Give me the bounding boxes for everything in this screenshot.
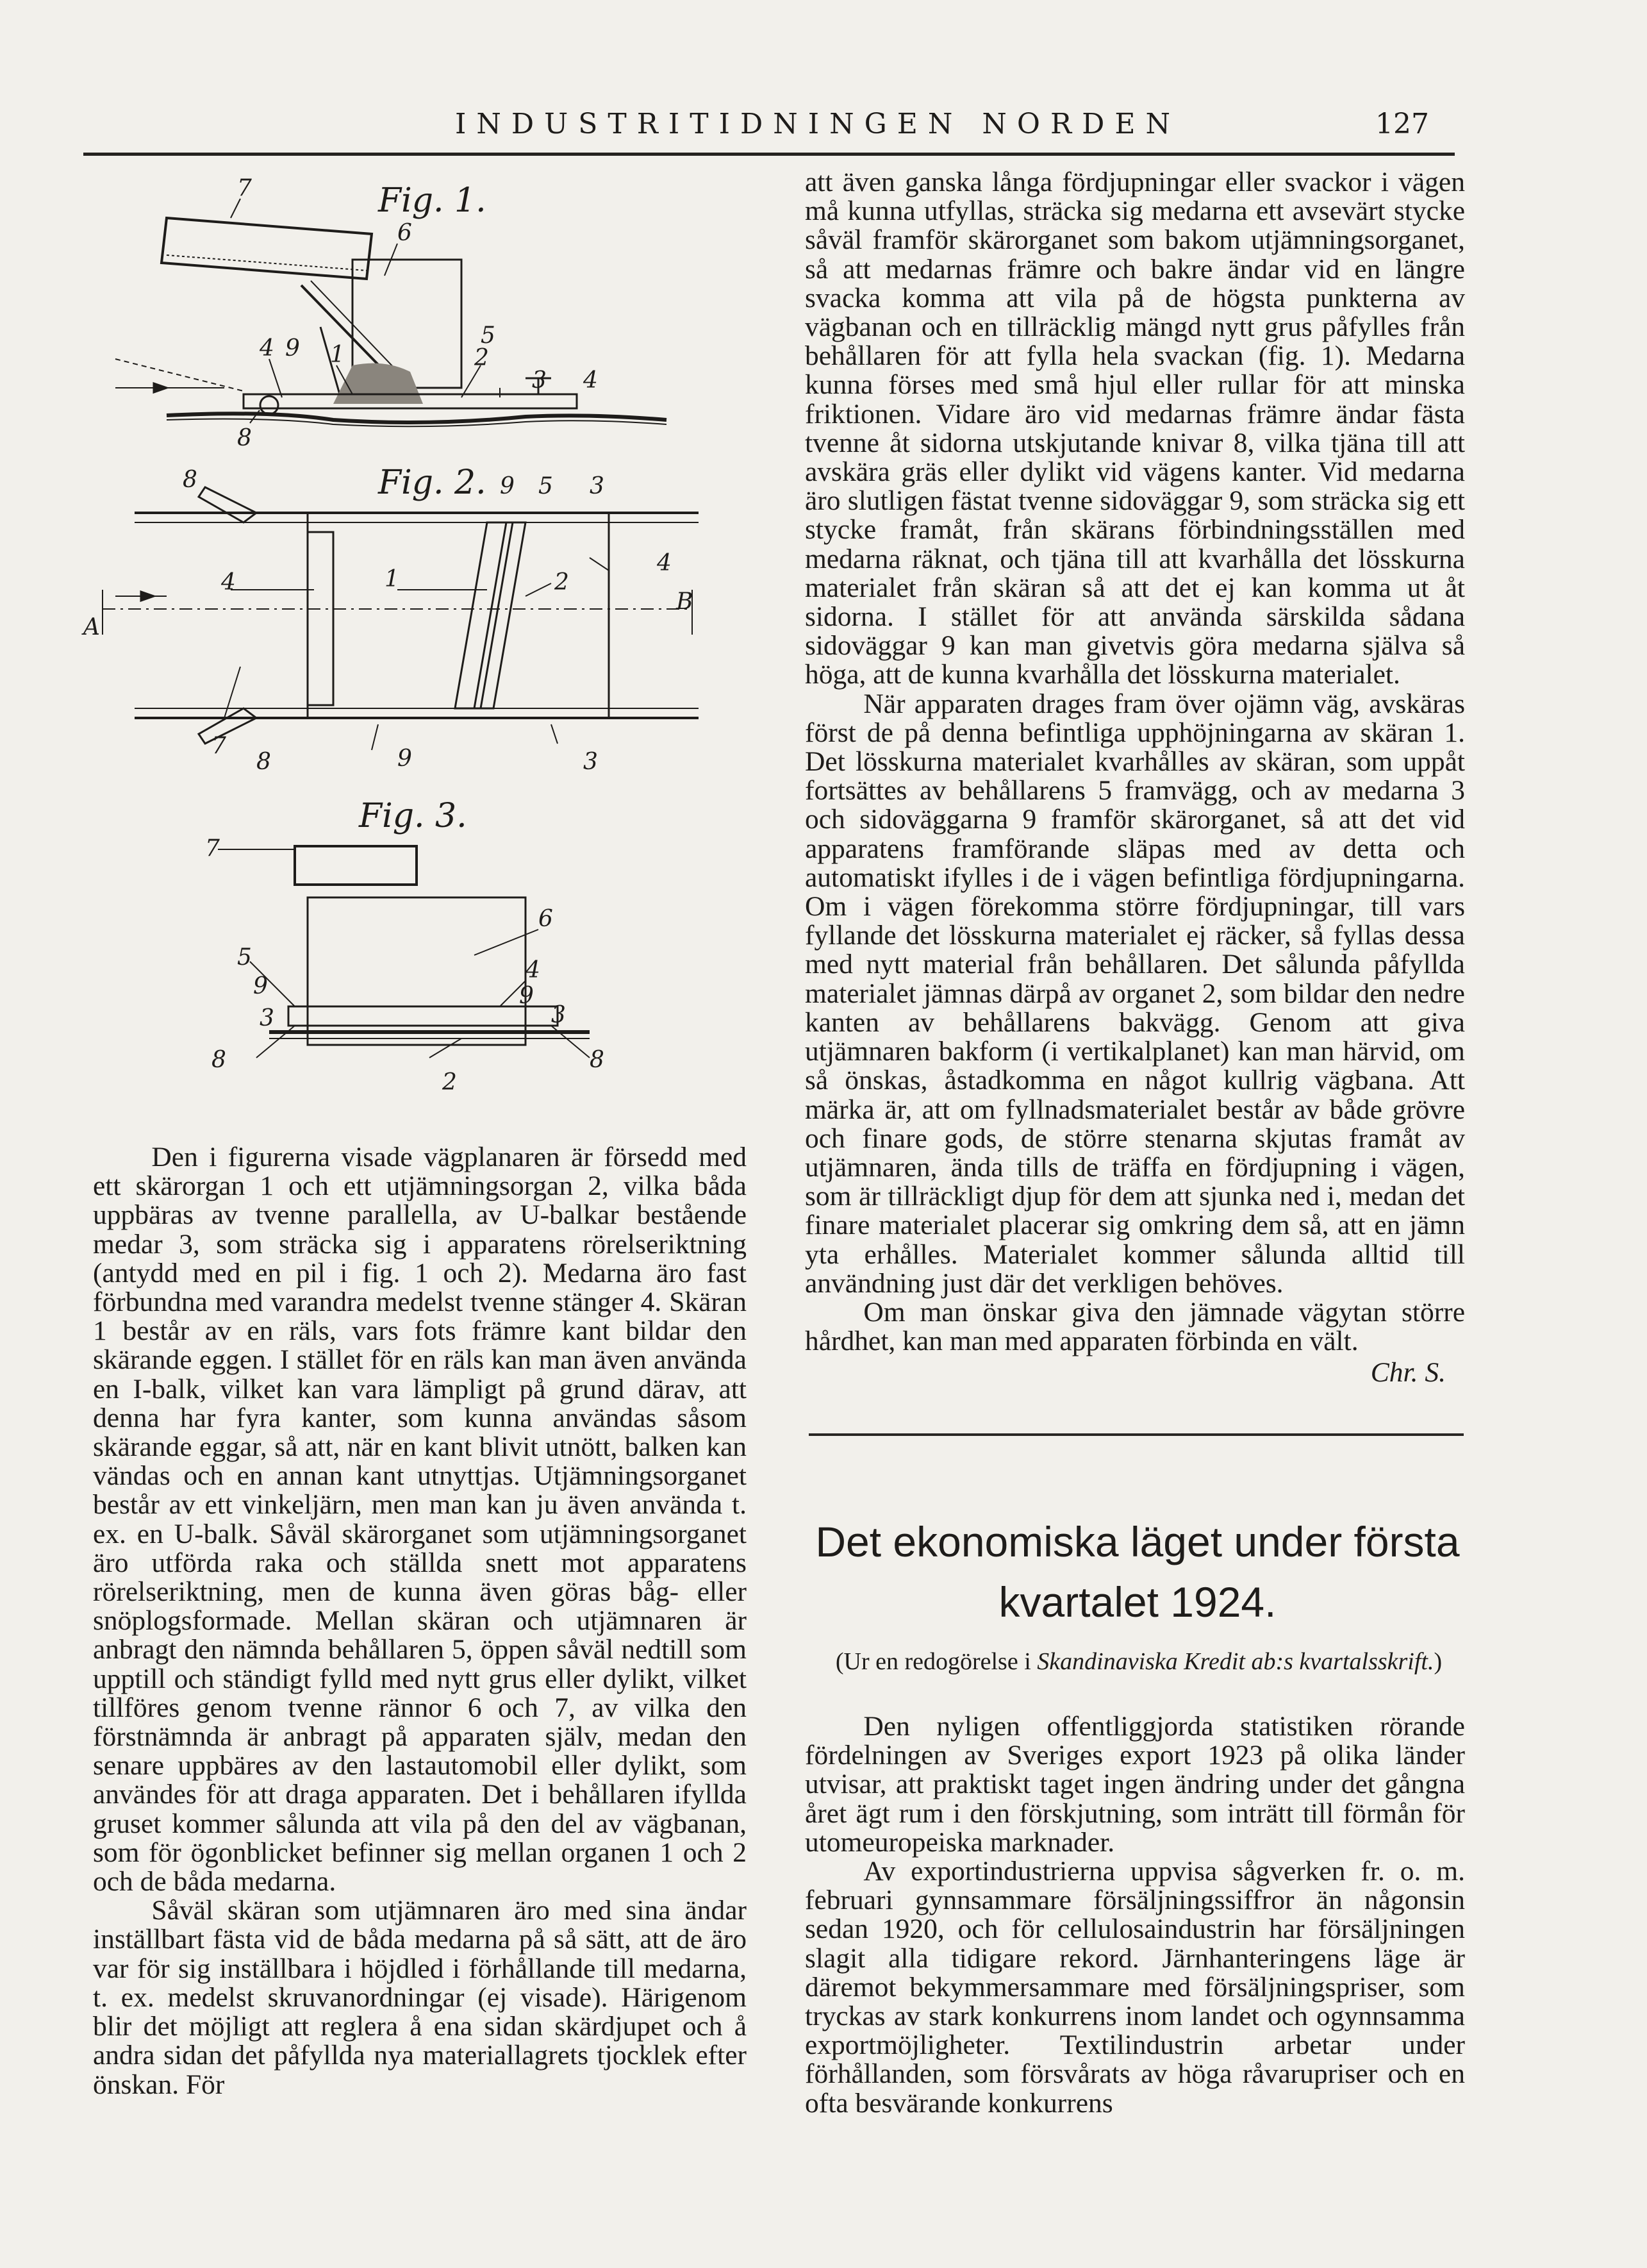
article-title-line-2: kvartalet 1924. <box>998 1578 1277 1626</box>
fig2-num-5: 5 <box>538 473 553 499</box>
fig2-num-2: 2 <box>554 569 569 596</box>
left-paragraph-1: Den i figurerna visade vägplanaren är försedd med ett skärorgan 1 och ett utjämningsorgan 2, vilka båda uppbäras av tvenne parallella, av U-balkar bestående medar 3, som sträcka sig i apparatens rörelseriktning (antydd med en pil i fig. 1 och 2). Medarna äro fast förbundna med varandra medelst tvenne stänger 4. Skäran 1 består av en räls, vars fots främre kant bildar den skärande eggen. I stället för en räls kan man även använda en I-balk, vilket kan vara lämpligt på grund därav, att denna har fyra kanter, som kunna användas såsom skärande eggar, så att, när en kant blivit utnött, balken kan vändas och en annan kant utnyttjas. Utjämningsorganet består av ett vinkeljärn, men man kan ju även använda t. ex. en U-balk. Såväl skärorganet som utjämningsorganet äro utförda raka och ställda snett mot apparatens rörelseriktning, men de kunna även göras båg- eller snöplogsformade. Mellan skäran och utjämnaren är anbragt den nämnda behållaren 5, öppen såväl nedtill som upptill och ständigt fylld med nytt grus eller dylikt, vilket tillföres genom tvenne rännor 6 och 7, av vilka den förstnämnda är anbragt på apparaten själv, medan den senare uppbäres av den lastautomobil eller dylikt, som användes för att draga apparaten. Det i behållaren ifyllda gruset kommer sålunda att vila på den del av vägbanan, som för ögonblicket befinner sig mellan organen 1 och 2 och de båda medarna. <box>93 1142 747 1897</box>
fig1-num-4b: 4 <box>583 367 598 394</box>
page-number: 127 <box>1375 108 1429 140</box>
patent-figure <box>83 173 731 1115</box>
article-source <box>809 1647 1469 1676</box>
fig3-num-6: 6 <box>538 906 553 932</box>
fig1-num-2: 2 <box>474 345 489 371</box>
chute-7 <box>161 218 372 279</box>
fig2-num-3b: 3 <box>583 749 598 775</box>
fig2-num-8b: 8 <box>256 749 271 775</box>
article-end-rule <box>809 1433 1464 1436</box>
fig3-num-2: 2 <box>442 1069 457 1096</box>
fig2-num-4b: 4 <box>657 550 672 576</box>
fig1-num-7: 7 <box>237 175 252 201</box>
fig3-num-8: 8 <box>211 1047 226 1073</box>
journal-title: INDUSTRITIDNINGEN NORDEN <box>455 108 1180 140</box>
fig2-num-7: 7 <box>211 733 226 759</box>
fig2-label-b: B <box>676 588 693 615</box>
left-paragraph-2: Såväl skäran som utjämnaren äro med sina ändar inställbart fästa vid de båda medarna på så sätt, att de äro var för sig inställbara i höjdled i förhållande till medarna, t. ex. medelst skruvanordningar (ej visade). Härigenom blir det möjligt att reglera å ena sidan skärdjupet och å andra sidan det påfyllda nya materiallagrets tjocklek efter önskan. För <box>93 1895 747 2100</box>
fig3-num-7: 7 <box>205 835 220 862</box>
article-title-line-1: Det ekonomiska läget under första <box>815 1518 1460 1565</box>
fig2-num-3: 3 <box>590 473 604 499</box>
fig1-label: Fig. 1. <box>378 181 486 220</box>
article-title <box>801 1512 1474 1632</box>
fig2-num-4: 4 <box>221 569 236 596</box>
fig3-num-5: 5 <box>237 944 252 971</box>
fig3-num-9b: 9 <box>519 983 534 1009</box>
right-column-bottom <box>805 1712 1465 2118</box>
fig3-num-3: 3 <box>260 1005 274 1031</box>
fig1-num-8: 8 <box>237 425 252 451</box>
left-column <box>93 1143 747 2099</box>
patent-drawing <box>83 173 731 1115</box>
source-publication: Skandinaviska Kredit ab:s kvartalsskrift. <box>1037 1648 1434 1675</box>
fig2-label: Fig. 2. <box>378 463 486 502</box>
fig1-num-1: 1 <box>330 342 345 368</box>
right-column-top <box>805 168 1465 1388</box>
author-signature: Chr. S. <box>1370 1357 1446 1388</box>
header-rule <box>83 153 1455 156</box>
fig3-num-3b: 3 <box>551 1002 566 1028</box>
fig3-label: Fig. 3. <box>359 797 467 835</box>
fig1-num-3: 3 <box>532 367 547 394</box>
article-paragraph-1: Den nyligen offentliggjorda statistiken rörande fördelningen av Sveriges export 1923 på olika länder utvisar, att praktiskt taget ingen ändring under det gångna året ägt rum i den förskjutning, som inträtt till förmån för utomeuropeiska marknader. <box>805 1711 1465 1858</box>
fig2-num-9b: 9 <box>397 746 412 772</box>
fig2-num-8: 8 <box>183 467 197 493</box>
right-paragraph-2: När apparaten drages fram över ojämn väg, avskäras först de på denna befintliga upphöjningarna av skäran 1. Det lösskurna materialet kvarhålles av skäran, som uppåt fortsättes av behållarens 5 framvägg, och av medarna 3 och sidoväggarna 9 framför skärorganet, så att det vid apparatens framförande släpas med av detta och automatiskt ifylles i de i vägen befintliga fördjupningarna. Om i vägen förekomma större fördjupningar, till vars fyllande det lösskurna materialet ej räcker, så fyllas dessa med nytt material från behållaren. Det sålunda påfyllda materialet jämnas därpå av organet 2, som bildar den nedre kanten av behållarens bakvägg. Genom att giva utjämnaren bakform (i vertikalplanet) kan man härvid, om så önskas, åstadkomma en något kullrig vägbana. Att märka är, att om fyllnadsmaterialet består av både grövre och finare gods, de större stenarna skjutas framåt av utjämnaren, ända tills de träffa en fördjupning i vägen, som är tillräckligt djup för dem att sjunka ned i, medan det finare materialet placerar sig omkring dem så, att en jämn yta erhålles. Materialet kommer sålunda alltid till användning just där det verkligen behöves. <box>805 688 1465 1299</box>
fig1-num-4: 4 <box>260 335 274 362</box>
fig3-num-9: 9 <box>253 973 268 999</box>
source-suffix: ) <box>1434 1648 1443 1675</box>
fig1-num-6: 6 <box>397 220 412 246</box>
right-paragraph-3: Om man önskar giva den jämnade vägytan större hårdhet, kan man med apparaten förbinda en vält. <box>805 1296 1465 1357</box>
fig1-num-9: 9 <box>285 335 300 362</box>
fig2-num-9: 9 <box>500 473 515 499</box>
fig3-num-4: 4 <box>526 957 540 983</box>
source-prefix: (Ur en redogörelse i <box>835 1648 1038 1675</box>
fig2-num-1: 1 <box>385 566 399 592</box>
article-paragraph-2: Av exportindustrierna uppvisa sågverken fr. o. m. februari gynnsammare försäljningssiffror än någonsin sedan 1920, och för cellulosaindustrin har försäljningen slagit alla tidigare rekord. Järnhanteringens läge är däremot bekymmersammare med försäljningspriser, som tryckas av stark konkurrens inom landet och ogynnsamma exportmöjligheter. Textilindustrin arbetar under förhållanden, som försvårats av höga råvarupriser och en ofta besvärande konkurrens <box>805 1856 1465 2119</box>
right-paragraph-1: att även ganska långa fördjupningar eller svackor i vägen må kunna utfyllas, sträcka sig medarna ett avsevärt stycke såväl framför skärorganet som bakom utjämningsorganet, så att medarnas främre och bakre ändar vid en längre svacka komma att vila på de högsta punkterna av vägbanan och en tillräcklig mängd nytt grus påfylles från behållaren för att fylla hela svackan (fig. 1). Medarna kunna förses med små hjul eller rullar för att minska friktionen. Vidare äro vid medarnas främre ändar fästa tvenne åt sidorna utskjutande knivar 8, vilka tjäna till att avskära gräs eller dylikt vid vägens kanter. Vid medarna äro slutligen fästat tvenne sidoväggar 9, som sträcka sig ett stycke framåt, från skärans förbindningsställen med medarna räknat, och tjäna till att kvarhålla det lösskurna materialet från skäran så att det ej kan komma ut åt sidorna. I stället för att använda särskilda sådana sidoväggar 9 kan man givetvis göra medarna själva så höga, att de kunna kvarhålla det lösskurna materialet. <box>805 167 1465 690</box>
fig1-num-5: 5 <box>481 322 495 349</box>
fig3-num-8b: 8 <box>590 1047 604 1073</box>
fig2-label-a: A <box>83 614 100 640</box>
page-header <box>83 103 1455 147</box>
